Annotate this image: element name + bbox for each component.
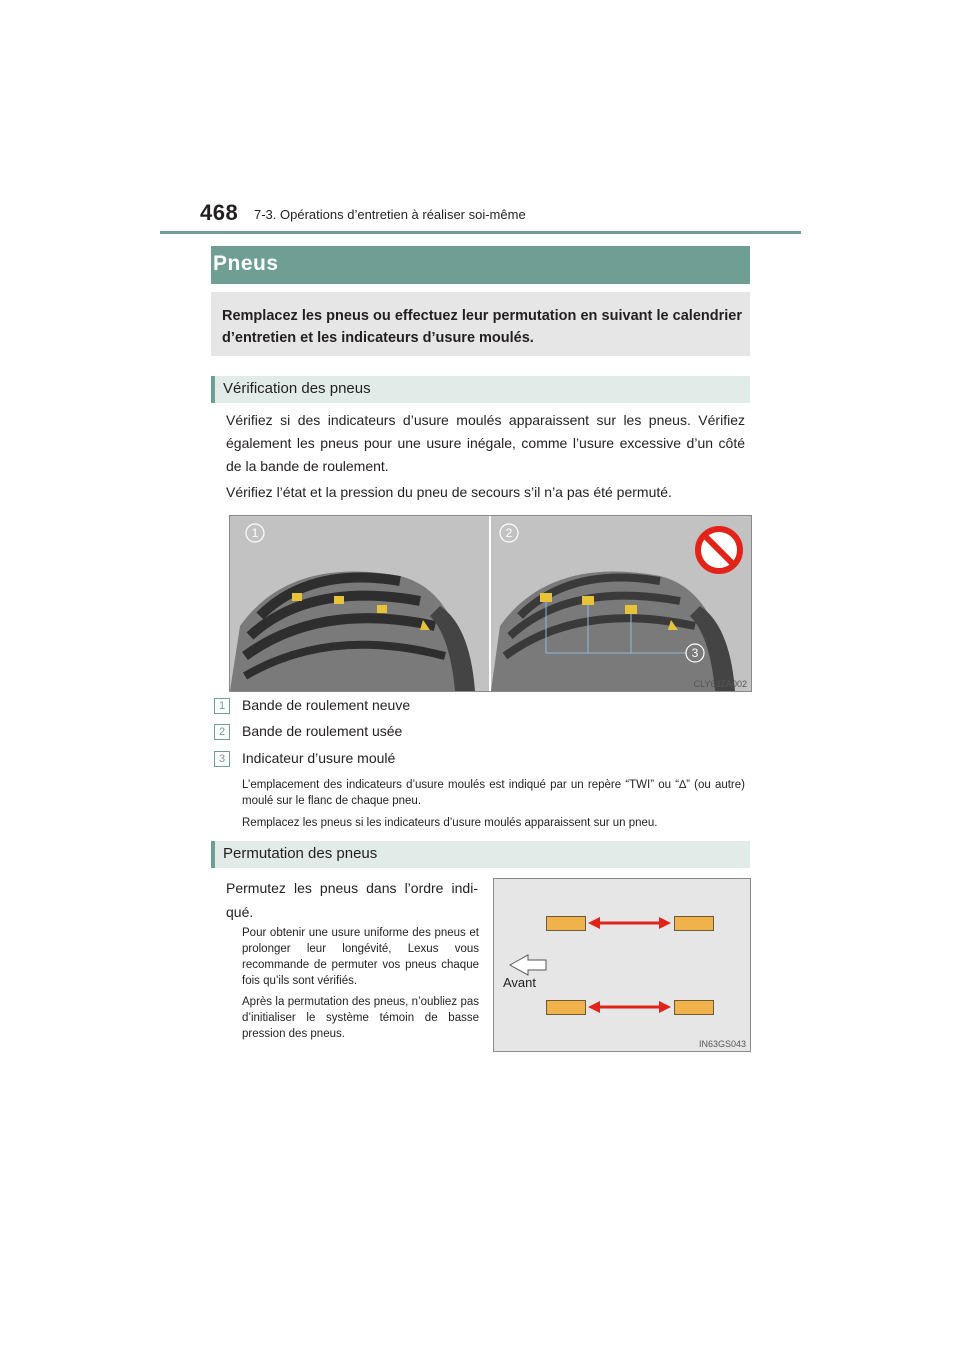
inspection-note-1: L’emplacement des indicateurs d’usure moulés est indiqué par un repère “TWI” ou “∆” (ou autre) moulé sur le flanc de chaque pneu. (242, 779, 745, 807)
subsection-title: Permutation des pneus (223, 845, 378, 862)
double-arrow-icon (588, 1001, 671, 1013)
inspection-note-2: Remplacez les pneus si les indicateurs d’usure moulés apparaissent sur un pneu. (242, 817, 658, 829)
section-title: Pneus (213, 252, 279, 275)
wear-indicator-marker (334, 596, 344, 604)
intro-text: Remplacez les pneus ou effectuez leur permutation en suivant le calendrier d’entretien et les indicateurs d’usure moulés. (222, 308, 742, 346)
inspection-paragraph-2: Vérifiez l’état et la pression du pneu de secours s’il n’a pas été permuté. (226, 484, 672, 500)
subsection-header-rotation (211, 841, 750, 868)
front-direction-arrow-icon (510, 955, 546, 975)
chapter-title: 7-3. Opérations d’entretien à réaliser soi-même (254, 207, 526, 222)
callout-2-label: 2 (505, 526, 513, 540)
legend-label-3: Indicateur d’usure moulé (242, 750, 396, 766)
wear-indicator-marker (377, 605, 387, 613)
rotation-note-2: Après la permutation des pneus, n’oubliez pas d’initialiser le système témoin de basse pression des pneus. (242, 996, 479, 1040)
prohibited-icon (698, 529, 740, 571)
legend-number-1: 1 (214, 698, 230, 714)
rotation-arrows (494, 879, 750, 1051)
legend-label-2: Bande de roulement usée (242, 723, 403, 739)
subsection-title: Vérification des pneus (223, 380, 371, 397)
figure-code: CLY63ZA002 (693, 679, 747, 689)
figure-code: IN63GS043 (698, 1039, 746, 1049)
legend-label-1: Bande de roulement neuve (242, 697, 411, 713)
legend-number-3: 3 (214, 751, 230, 767)
tire-wear-figure (229, 515, 752, 692)
legend-number-2: 2 (214, 724, 230, 740)
callout-1-label: 1 (251, 526, 259, 540)
section-title-bar (211, 246, 750, 284)
page-number: 468 (200, 200, 239, 225)
rotation-note-1: Pour obtenir une usure uniforme des pneus et prolonger leur longévité, Lexus vous recommande de permuter vos pneus chaque fois qu’ils sont vérifiés. (242, 927, 479, 987)
tire-illustration (230, 516, 751, 691)
wear-indicator-marker (625, 605, 637, 614)
subsection-accent-bar (211, 841, 215, 868)
front-label: Avant (503, 975, 537, 990)
tire-rotation-figure (493, 878, 751, 1052)
wear-indicator-marker (540, 593, 552, 602)
rotation-paragraph: Permutez les pneus dans l’ordre indi-qué. (226, 880, 478, 920)
header-rule (160, 231, 801, 234)
inspection-paragraph-1: Vérifiez si des indicateurs d’usure moulés apparaissent sur les pneus. Vérifiez également les pneus pour une usure inégale, comme l’usure excessive d’un côté de la bande de roulement. (226, 412, 745, 474)
double-arrow-icon (588, 917, 671, 929)
wear-indicator-marker (292, 593, 302, 601)
wear-indicator-marker (582, 596, 594, 605)
subsection-accent-bar (211, 376, 215, 403)
subsection-header-inspection (211, 376, 750, 403)
callout-3-label: 3 (691, 646, 699, 660)
